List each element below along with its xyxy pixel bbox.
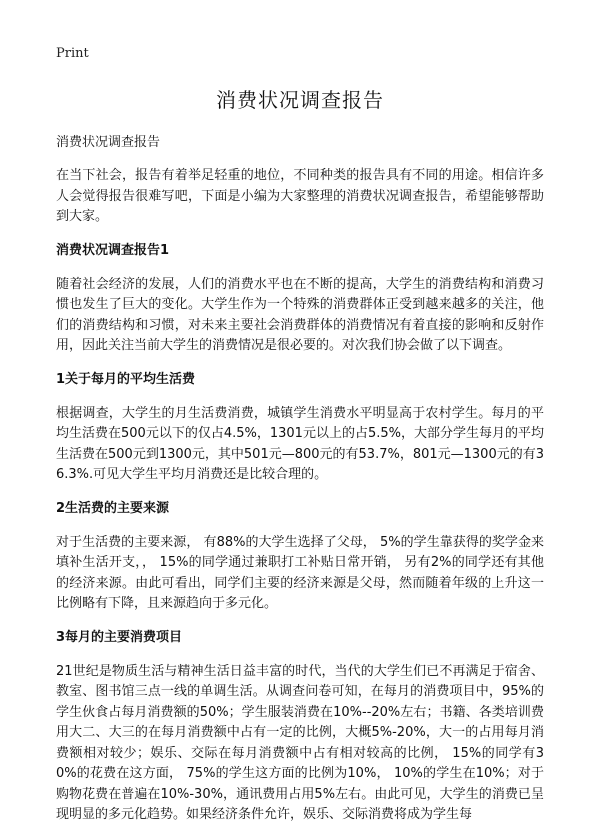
section-heading-income-source: 2生活费的主要来源 [56,500,170,516]
section-body-spending-items: 21世纪是物质生活与精神生活日益丰富的时代，当代的大学生们已不再满足于宿舍、教室、图书馆三点一线的单调生活。从调查问卷可知，在每月的消费项目中，95%的学生伙食占每月消费额的50%；学生服装消费在10%--20%左右；书籍、各类培训费用大二、大三的在每月消费额中占有一定的比例，大概5%-20%，大一的占用每月消费额相对较少；娱乐、交际在每月消费额中占有相对较高的比例， 15%的同学有30%的花费在这方面， 75%的学生这方面的比例为10%， 10%的学生在10%；对于购物花费在普遍在10%-30%，通讯费用占用5%左右。由此可见，大学生的消费已呈现明显的多元化趋势。如果经济条件允许，娱乐、交际消费将成为学生每 [56,663,544,822]
document-title: 消费状况调查报告 [216,88,384,112]
intro-paragraph: 在当下社会，报告有着举足轻重的地位，不同种类的报告具有不同的用途。相信许多人会觉得报告很难写吧，下面是小编为大家整理的消费状况调查报告，希望能够帮助到大家。 [56,168,544,224]
section-heading-monthly-living-cost: 1关于每月的平均生活费 [56,371,196,387]
print-link[interactable]: Print [56,46,89,61]
section-heading-spending-items: 3每月的主要消费项目 [56,629,183,645]
section-body-income-source: 对于生活费的主要来源， 有88%的大学生选择了父母， 5%的学生靠获得的奖学金来填补生活开支，， 15%的同学通过兼职打工补贴日常开销， 另有2%的同学还有其他的经济来源。由此可看出，同学们主要的经济来源是父母，然而随着年级的上升这一比例略有下降，且来源趋向于多元化。 [56,534,544,611]
section-body-report-1: 随着社会经济的发展，人们的消费水平也在不断的提高，大学生的消费结构和消费习惯也发生了巨大的变化。大学生作为一个特殊的消费群体正受到越来越多的关注，他们的消费结构和习惯，对未来主要社会消费群体的消费情况有着直接的影响和反射作用，因此关注当前大学生的消费情况是很必要的。对次我们协会做了以下调查。 [56,276,544,353]
document-subtitle: 消费状况调查报告 [56,135,161,150]
section-body-monthly-living-cost: 根据调查，大学生的月生活费消费，城镇学生消费水平明显高于农村学生。每月的平均生活费在500元以下的仅占4.5%，1301元以上的占5.5%，大部分学生每月的平均生活费在500元到1300元，其中501元—800元的有53.7%，801元—1300元的有36.3%.可见大学生平均月消费还是比较合理的。 [56,405,544,482]
section-heading-report-1: 消费状况调查报告1 [56,242,170,258]
